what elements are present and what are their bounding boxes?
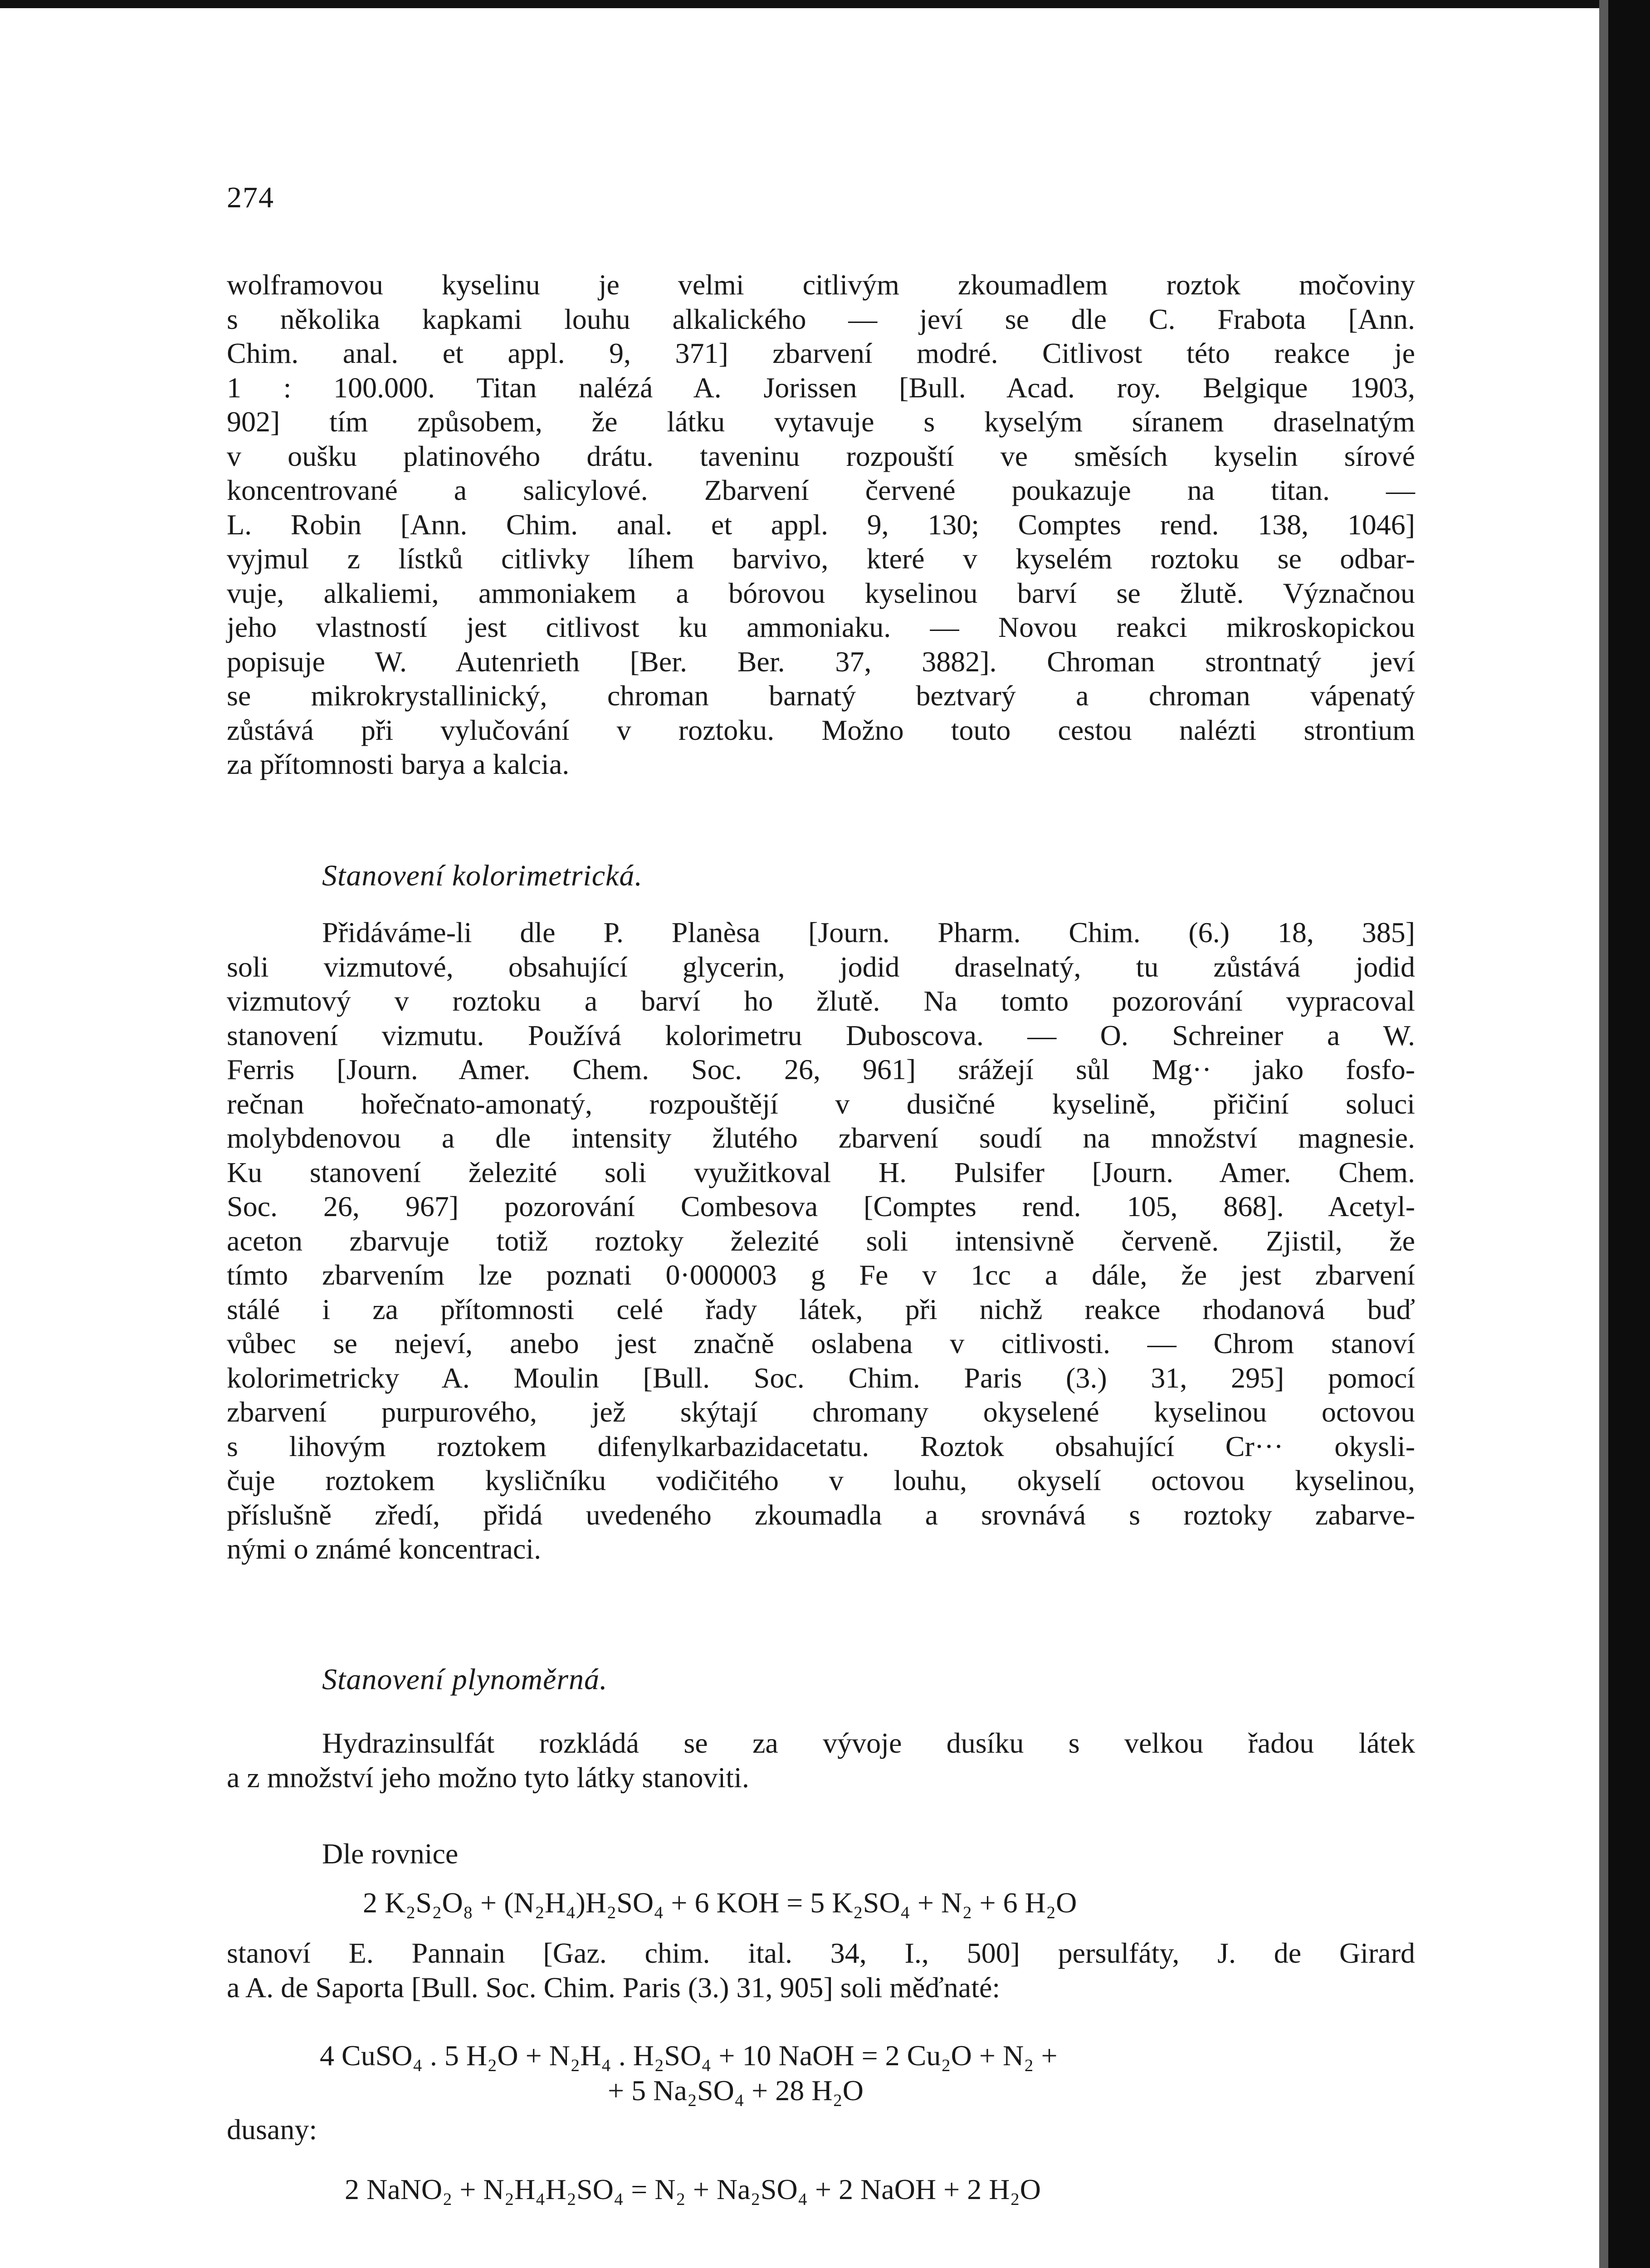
text-line: koncentrované a salicylové. Zbarvení červené poukazuje na titan. — xyxy=(227,474,1415,506)
text-line: jeho vlastností jest citlivost ku ammoniaku. — Novou reakci mikroskopickou xyxy=(227,611,1415,643)
section-heading-plynomerna: Stanovení plynoměrná. xyxy=(322,1663,608,1696)
scan-edge-right xyxy=(1608,0,1650,2268)
text-line: vůbec se nejeví, anebo jest značně oslabena v citlivosti. — Chrom stanoví xyxy=(227,1327,1415,1359)
text-line: s několika kapkami louhu alkalického — jeví se dle C. Frabota [Ann. xyxy=(227,303,1415,335)
text-line: nými o známé koncentraci. xyxy=(227,1533,542,1565)
text-line: příslušně zředí, přidá uvedeného zkoumadla a srovnává s roztoky zabarve- xyxy=(227,1498,1415,1531)
page-number: 274 xyxy=(227,181,274,214)
scan-edge-top xyxy=(0,0,1650,8)
equation-3: 2 NaNO₂ + N₂H₄H₂SO₄ = N₂ + Na₂SO₄ + 2 NaOH + 2 H₂O xyxy=(345,2173,1041,2205)
paragraph-3 xyxy=(227,1726,1415,1794)
text-line: molybdenovou a dle intensity žlutého zbarvení soudí na množství magnesie. xyxy=(227,1122,1415,1154)
label-dle-rovnice: Dle rovnice xyxy=(322,1838,459,1870)
text-line: Hydrazinsulfát rozkládá se za vývoje dusíku s velkou řadou látek xyxy=(322,1727,1415,1759)
text-line: v oušku platinového drátu. taveninu rozpouští ve směsích kyselin sírové xyxy=(227,440,1415,472)
text-line: 1 : 100.000. Titan nalézá A. Jorissen [Bull. Acad. roy. Belgique 1903, xyxy=(227,371,1415,404)
text-line: stanovení vizmutu. Používá kolorimetru Duboscova. — O. Schreiner a W. xyxy=(227,1019,1415,1051)
text-line: 902] tím způsobem, že látku vytavuje s kyselým síranem draselnatým xyxy=(227,406,1415,438)
text-line: za přítomnosti barya a kalcia. xyxy=(227,748,570,780)
paragraph-2-text xyxy=(227,915,1415,1566)
text-line: a A. de Saporta [Bull. Soc. Chim. Paris (3.) 31, 905] soli měďnaté: xyxy=(227,1971,1001,2004)
text-line: zůstává při vylučování v roztoku. Možno touto cestou nalézti strontium xyxy=(227,714,1415,746)
text-line: zbarvení purpurového, jež skýtají chromany okyselené kyselinou octovou xyxy=(227,1396,1415,1428)
text-line: Soc. 26, 967] pozorování Combesova [Comptes rend. 105, 868]. Acetyl- xyxy=(227,1190,1415,1222)
paragraph-4 xyxy=(227,1936,1415,2004)
text-line: popisuje W. Autenrieth [Ber. Ber. 37, 3882]. Chroman strontnatý jeví xyxy=(227,645,1415,678)
text-line: se mikrokrystallinický, chroman barnatý beztvarý a chroman vápenatý xyxy=(227,679,1415,712)
text-line: tímto zbarvením lze poznati 0·000003 g Fe v 1cc a dále, že jest zbarvení xyxy=(227,1259,1415,1291)
section-heading-kolorimetricka: Stanovení kolorimetrická. xyxy=(322,859,643,892)
text-line: stanoví E. Pannain [Gaz. chim. ital. 34, I., 500] persulfáty, J. de Girard xyxy=(227,1937,1415,1969)
text-line: Ku stanovení železité soli využitkoval H. Pulsifer [Journ. Amer. Chem. xyxy=(227,1156,1415,1188)
text-line: Přidáváme-li dle P. Planèsa [Journ. Pharm. Chim. (6.) 18, 385] xyxy=(322,916,1415,948)
text-line: soli vizmutové, obsahující glycerin, jodid draselnatý, tu zůstává jodid xyxy=(227,950,1415,983)
label-dusany: dusany: xyxy=(227,2113,317,2146)
equation-2-continued: + 5 Na₂SO₄ + 28 H₂O xyxy=(608,2074,864,2107)
text-line: s lihovým roztokem difenylkarbazidacetatu. Roztok obsahující Cr··· okysli- xyxy=(227,1430,1415,1462)
text-line: Chim. anal. et appl. 9, 371] zbarvení modré. Citlivost této reakce je xyxy=(227,337,1415,369)
text-line: rečnan hořečnato-amonatý, rozpouštějí v dusičné kyselině, přičiní soluci xyxy=(227,1087,1415,1120)
paragraph-1-text xyxy=(227,268,1415,782)
text-line: stálé i za přítomnosti celé řady látek, při nichž reakce rhodanová buď xyxy=(227,1293,1415,1325)
paragraph-1 xyxy=(227,268,1415,782)
text-line: vizmutový v roztoku a barví ho žlutě. Na tomto pozorování vypracoval xyxy=(227,985,1415,1017)
text-line: vyjmul z lístků citlivky líhem barvivo, které v kyselém roztoku se odbar- xyxy=(227,543,1415,575)
text-line: a z množství jeho možno tyto látky stanoviti. xyxy=(227,1761,749,1794)
paragraph-3-text xyxy=(227,1726,1415,1794)
equation-2: 4 CuSO₄ . 5 H₂O + N₂H₄ . H₂SO₄ + 10 NaOH = 2 Cu₂O + N₂ + xyxy=(320,2039,1058,2072)
paragraph-4-text xyxy=(227,1936,1415,2004)
text-line: kolorimetricky A. Moulin [Bull. Soc. Chim. Paris (3.) 31, 295] pomocí xyxy=(227,1361,1415,1394)
text-line: wolframovou kyselinu je velmi citlivým zkoumadlem roztok močoviny xyxy=(227,269,1415,301)
paragraph-2 xyxy=(227,915,1415,1566)
text-line: čuje roztokem kysličníku vodičitého v louhu, okyselí octovou kyselinou, xyxy=(227,1464,1415,1496)
equation-1: 2 K₂S₂O₈ + (N₂H₄)H₂SO₄ + 6 KOH = 5 K₂SO₄ + N₂ + 6 H₂O xyxy=(363,1887,1077,1919)
scan-edge-gutter xyxy=(1599,0,1608,2268)
text-line: Ferris [Journ. Amer. Chem. Soc. 26, 961] srážejí sůl Mg·· jako fosfo- xyxy=(227,1053,1415,1085)
text-line: L. Robin [Ann. Chim. anal. et appl. 9, 130; Comptes rend. 138, 1046] xyxy=(227,508,1415,541)
text-line: aceton zbarvuje totiž roztoky železité soli intensivně červeně. Zjistil, že xyxy=(227,1224,1415,1257)
text-line: vuje, alkaliemi, ammoniakem a bórovou kyselinou barví se žlutě. Význačnou xyxy=(227,577,1415,609)
